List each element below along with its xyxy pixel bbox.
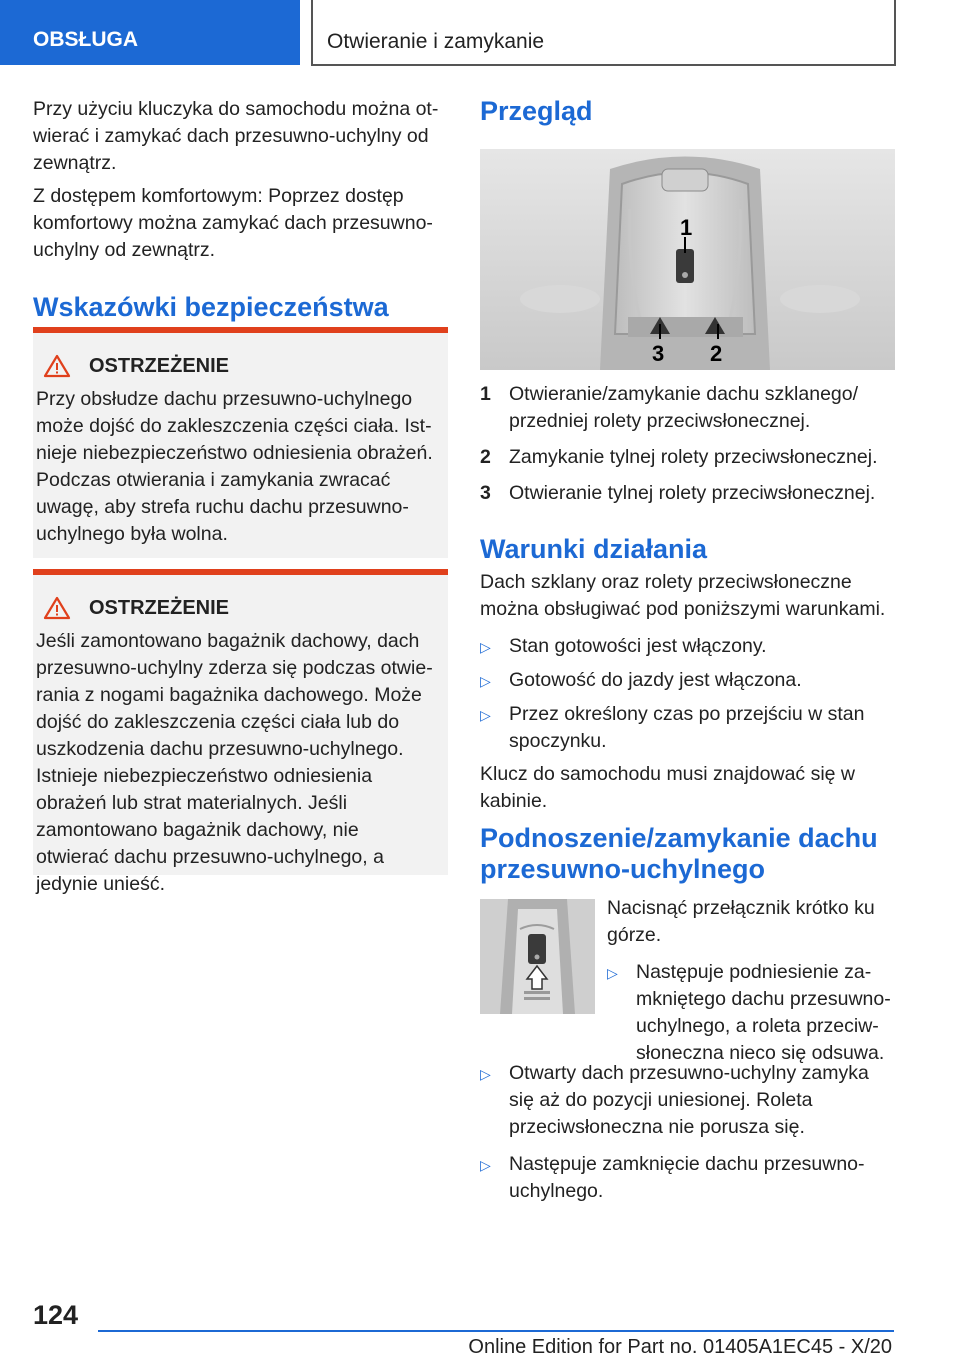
list-item-text: Następuje podniesienie zamkniętego dachu przesuwno-uchylnego, a roleta przeciwsłoneczna nieco się odsuwa. [636, 961, 891, 1064]
raise-intro: Nacisnąć przełącznik krótko ku górze. [607, 897, 875, 946]
legend-number: 3 [480, 482, 491, 504]
intro-paragraph-1: Przy użyciu kluczyka do samochodu można otwierać i zamykać dach przesuwno-uchylny od zewnątrz. [33, 98, 439, 174]
triangle-right-outline-icon: ▷ [480, 639, 491, 655]
conditions-section [480, 534, 895, 815]
legend-text: Zamykanie tylnej rolety przeciwsłonecznej. [509, 446, 878, 468]
chapter-header [311, 0, 896, 66]
intro-paragraph-2: Z dostępem komfortowym: Poprzez dostęp komfortowy można zamykać dach przesuwno-uchylny od zewnątrz. [33, 185, 433, 261]
legend-text: Otwieranie tylnej rolety przeciwsłonecznej. [509, 482, 876, 504]
legend-item [480, 444, 895, 471]
switch-image [480, 899, 595, 1014]
legend-number: 1 [480, 383, 491, 405]
list-item-text: Przez określony czas po przejściu w stan spoczynku. [509, 703, 865, 752]
raise-intro-block [607, 895, 895, 1067]
list-item [480, 701, 895, 755]
warning-title: OSTRZEŻENIE [89, 596, 230, 619]
legend-number: 2 [480, 446, 491, 468]
warning-box-1 [33, 327, 448, 558]
warning-text: Jeśli zamontowano bagażnik dachowy, dach przesuwno-uchylny zderza się podczas otwierania z nogami bagażnika dachowego. Może dojść do zakleszczenia części ciała lub do uszkodzenia dachu przesuwno-uchylnego. Istnieje niebezpieczeństwo odniesienia obrażeń lub strat materialnych. Jeśli zamontowano bagażnik dachowy, nie otwierać dachu przesuwno-uchylnego, a jedynie unieść. [36, 630, 433, 895]
overview-image [480, 149, 895, 370]
triangle-right-outline-icon: ▷ [607, 965, 618, 981]
warning-triangle-icon [43, 354, 71, 378]
raise-heading: Podnoszenie/zamykanie dachu przesuwno-uchylnego [480, 823, 878, 884]
overview-heading: Przegląd [480, 96, 593, 126]
section-title: OBSŁUGA [33, 28, 138, 51]
raise-heading-wrap [480, 823, 895, 885]
page-number: 124 [33, 1300, 79, 1330]
legend-item [480, 381, 895, 435]
footer-divider [98, 1330, 894, 1332]
list-item [480, 633, 895, 661]
list-item [480, 1151, 895, 1205]
triangle-right-outline-icon: ▷ [480, 1157, 491, 1173]
legend-item [480, 480, 895, 507]
section-tab [0, 0, 300, 65]
figure-label: 2 [710, 341, 723, 366]
warning-triangle-icon [43, 596, 71, 620]
triangle-right-outline-icon: ▷ [480, 707, 491, 723]
list-item-text: Stan gotowości jest włączony. [509, 635, 767, 657]
chapter-title: Otwieranie i zamykanie [327, 30, 545, 53]
triangle-right-outline-icon: ▷ [480, 1066, 491, 1082]
warning-box-2 [33, 569, 448, 895]
list-item [480, 667, 895, 695]
list-item-text: Otwarty dach przesuwno-uchylny zamyka się aż do pozycji uniesionej. Roleta przeciwsłoneczna nie porusza się. [509, 1062, 869, 1138]
footer-edition: Online Edition for Part no. 01405A1EC45 - X/20 [468, 1336, 892, 1358]
list-item-text: Gotowość do jazdy jest włączona. [509, 669, 802, 691]
warning-title: OSTRZEŻENIE [89, 354, 230, 377]
conditions-outro: Klucz do samochodu musi znajdować się w kabinie. [480, 763, 856, 812]
left-column [33, 96, 448, 323]
warning-text: Przy obsłudze dachu przesuwno-uchylnego może dojść do zakleszczenia części ciała. Istnieje niebezpieczeństwo odniesienia obrażeń. Podczas otwierania i zamykania zwracać uwagę, aby strefa ruchu dachu przesuwno-uchylnego była wolna. [36, 388, 433, 545]
conditions-intro: Dach szklany oraz rolety przeciwsłoneczne można obsługiwać pod poniższymi warunkami. [480, 571, 886, 620]
right-column [480, 96, 895, 127]
raise-bullets [480, 1060, 895, 1205]
figure-label: 3 [652, 341, 665, 366]
list-item [607, 959, 895, 1067]
triangle-right-outline-icon: ▷ [480, 673, 491, 689]
list-item-text: Następuje zamknięcie dachu przesuwno-uchylnego. [509, 1153, 865, 1202]
conditions-heading: Warunki działania [480, 534, 708, 564]
safety-heading: Wskazówki bezpieczeństwa [33, 292, 389, 322]
figure-legend [480, 381, 895, 516]
legend-text: Otwieranie/zamykanie dachu szklanego/ przedniej rolety przeciwsłonecznej. [509, 383, 859, 432]
figure-label: 1 [680, 215, 693, 240]
list-item [480, 1060, 895, 1141]
